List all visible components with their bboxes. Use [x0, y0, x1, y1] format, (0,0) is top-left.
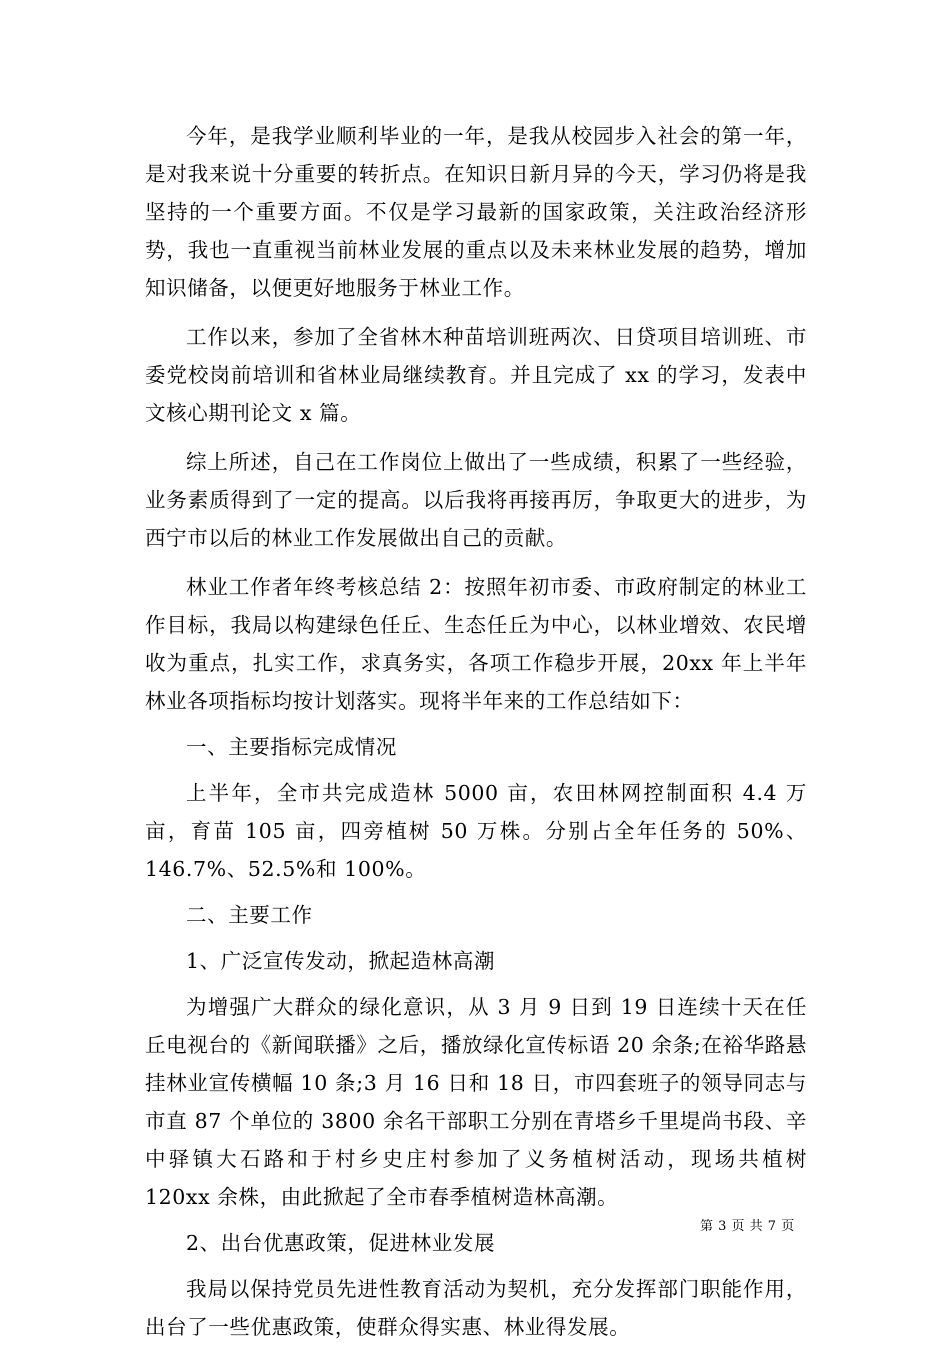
section-heading-main-work: 二、主要工作 — [186, 903, 313, 927]
subheading-policy: 2、出台优惠政策，促进林业发展 — [186, 1231, 496, 1255]
paragraph-annual-review: 林业工作者年终考核总结 2：按照年初市委、市政府制定的林业工作目标，我局以构建绿色任丘、生态任丘为中心，以林业增效、农民增收为重点，扎实工作，求真务实，各项工作稳步开展，20xx 年上半年林业各项指标均按计划落实。现将半年来的工作总结如下： — [145, 575, 807, 713]
paragraph-publicity: 为增强广大群众的绿化意识，从 3 月 9 日到 19 日连续十天在任丘电视台的《新闻联播》之后，播放绿化宣传标语 20 余条;在裕华路悬挂林业宣传横幅 10 条;3 月 16 日和 18 日，市四套班子的领导同志与市直 87 个单位的 3800 余名干部职工分别在青塔乡千里堤尚书段、辛中驿镇大石路和于村乡史庄村参加了义务植树活动，现场共植树 120xx 余株，由此掀起了全市春季植树造林高潮。 — [145, 995, 807, 1209]
section-heading-indicators: 一、主要指标完成情况 — [186, 735, 397, 759]
paragraph-policy: 我局以保持党员先进性教育活动为契机，充分发挥部门职能作用，出台了一些优惠政策，使群众得实惠、林业得发展。 — [145, 1277, 807, 1339]
paragraph-summary: 综上所述，自己在工作岗位上做出了一些成绩，积累了一些经验，业务素质得到了一定的提高。以后我将再接再厉，争取更大的进步，为西宁市以后的林业工作发展做出自己的贡献。 — [145, 450, 807, 550]
subheading-publicity: 1、广泛宣传发动，掀起造林高潮 — [186, 949, 496, 973]
paragraph-graduation: 今年，是我学业顺利毕业的一年，是我从校园步入社会的第一年，是对我来说十分重要的转折点。在知识日新月异的今天，学习仍将是我坚持的一个重要方面。不仅是学习最新的国家政策，关注政治经济形势，我也一直重视当前林业发展的重点以及未来林业发展的趋势，增加知识储备，以便更好地服务于林业工作。 — [145, 124, 807, 300]
paragraph-training: 工作以来，参加了全省林木种苗培训班两次、日贷项目培训班、市委党校岗前培训和省林业局继续教育。并且完成了 xx 的学习，发表中文核心期刊论文 x 篇。 — [145, 325, 807, 425]
page-number: 第 3 页 共 7 页 — [700, 1219, 795, 1234]
document-body — [145, 117, 807, 1346]
paragraph-indicators: 上半年，全市共完成造林 5000 亩，农田林网控制面积 4.4 万亩，育苗 105 亩，四旁植树 50 万株。分别占全年任务的 50%、146.7%、52.5%和 100%。 — [145, 781, 807, 881]
